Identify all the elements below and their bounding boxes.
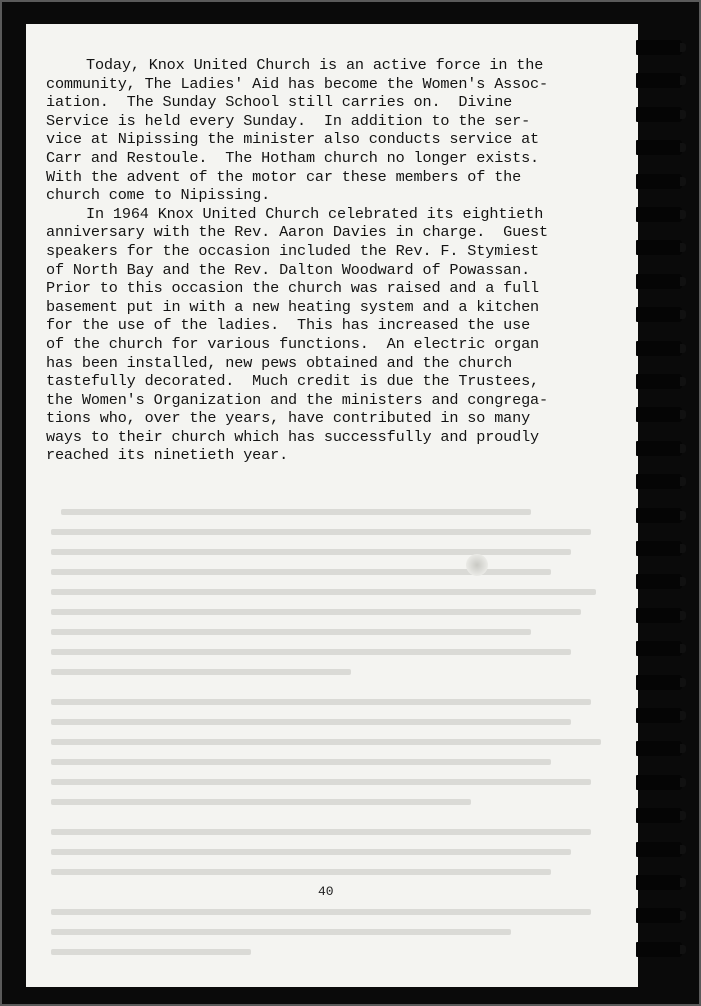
binding-tab [636, 842, 682, 857]
text-line: With the advent of the motor car these members of the [46, 167, 522, 186]
binding-tab [636, 675, 682, 690]
binding-tab [636, 240, 682, 255]
binding-tab [636, 474, 682, 489]
binding-tab [636, 307, 682, 322]
text-line: community, The Ladies' Aid has become the Women's Assoc- [46, 74, 548, 93]
binding-tab [636, 508, 682, 523]
paragraph-1 [46, 56, 586, 205]
binding-tab [636, 441, 682, 456]
text-line: iation. The Sunday School still carries on. Divine [46, 93, 513, 112]
binding-tab [636, 140, 682, 155]
text-line: ways to their church which has successfully and proudly [46, 427, 540, 446]
text-line: anniversary with the Rev. Aaron Davies in charge. Guest [46, 223, 548, 242]
binding-tab [636, 875, 682, 890]
binding-tab [636, 374, 682, 389]
text-line: has been installed, new pews obtained and the church [46, 353, 513, 372]
text-line: the Women's Organization and the ministers and congrega- [46, 390, 548, 409]
binding-tab [636, 40, 682, 55]
text-line: In 1964 Knox United Church celebrated its eightieth [86, 204, 544, 223]
binding-tab [636, 107, 682, 122]
binding-tab [636, 574, 682, 589]
binding-tab [636, 775, 682, 790]
binding-tab [636, 942, 682, 957]
text-line: church come to Nipissing. [46, 186, 271, 205]
binding-tab [636, 641, 682, 656]
binding-tab [636, 708, 682, 723]
binding-tab [636, 608, 682, 623]
binding-tab [636, 407, 682, 422]
text-line: Prior to this occasion the church was raised and a full [46, 279, 540, 298]
binding-tab [636, 207, 682, 222]
text-line: tions who, over the years, have contributed in so many [46, 409, 531, 428]
binding-tab [636, 174, 682, 189]
page-number: 40 [318, 884, 334, 899]
text-line: vice at Nipissing the minister also conducts service at [46, 130, 540, 149]
text-line: reached its ninetieth year. [46, 446, 289, 465]
paper-smudge [466, 554, 488, 576]
text-line: tastefully decorated. Much credit is due the Trustees, [46, 372, 540, 391]
binding-tab [636, 274, 682, 289]
paragraph-2 [46, 205, 586, 465]
binding-tab [636, 341, 682, 356]
text-line: Carr and Restoule. The Hotham church no longer exists. [46, 148, 540, 167]
binding-tab [636, 908, 682, 923]
binding-tab [636, 541, 682, 556]
body-text [46, 56, 586, 465]
spiral-binding [636, 40, 684, 980]
text-line: Service is held every Sunday. In addition to the ser- [46, 111, 531, 130]
binding-tab [636, 741, 682, 756]
text-line: basement put in with a new heating system and a kitchen [46, 297, 540, 316]
text-line: speakers for the occasion included the Rev. F. Stymiest [46, 241, 540, 260]
text-line: of the church for various functions. An electric organ [46, 334, 540, 353]
text-line: of North Bay and the Rev. Dalton Woodward of Powassan. [46, 260, 531, 279]
document-page [26, 24, 638, 987]
binding-tab [636, 73, 682, 88]
binding-tab [636, 808, 682, 823]
text-line: for the use of the ladies. This has increased the use [46, 316, 531, 335]
text-line: Today, Knox United Church is an active force in the [86, 56, 544, 74]
